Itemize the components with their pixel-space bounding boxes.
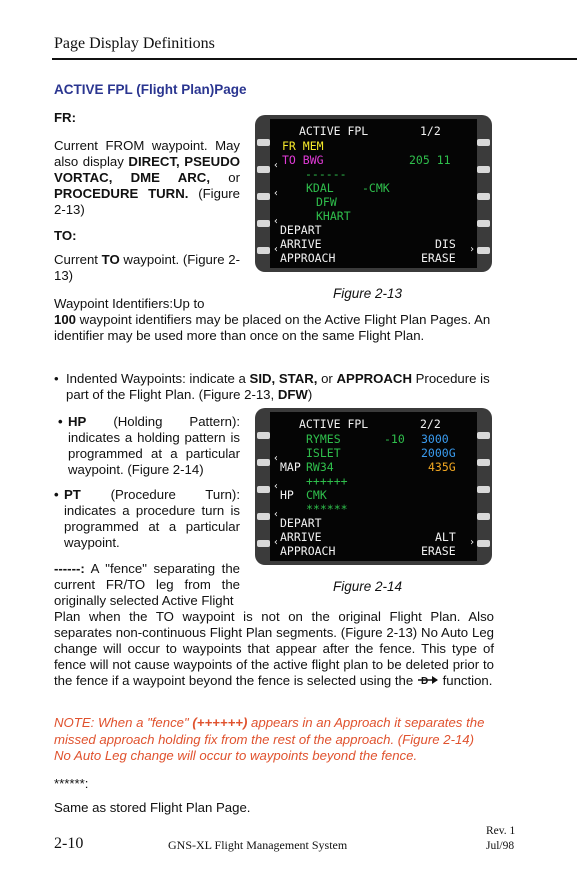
fr-description <box>54 138 240 218</box>
indented-t3: Procedure is part of the Flight Plan. (Figure 2-13, <box>66 371 490 402</box>
caret-left-icon: ‹ <box>273 481 280 492</box>
caret-left-icon: ‹ <box>273 216 280 227</box>
footer-page-number: 2-10 <box>54 835 84 852</box>
bullet: • <box>54 371 59 386</box>
fr-text-2: or <box>209 170 240 185</box>
to-text-1: Current <box>54 252 102 267</box>
stars-label: ******: <box>54 776 89 791</box>
line-select-key[interactable] <box>477 220 490 227</box>
pt-description <box>64 487 240 551</box>
line-select-key[interactable] <box>257 459 270 466</box>
identifiers-rest: waypoint identifiers may be placed on the Active Flight Plan Pages. An identifier may be used more than once on the same Flight Plan. <box>54 312 491 343</box>
waypoint: ISLET <box>306 446 341 460</box>
stars-line: ****** <box>306 502 348 516</box>
note-t1: NOTE: When a "fence" <box>54 715 189 730</box>
approach-label: APPROACH <box>280 251 336 265</box>
note-t2: appears in an Approach it separates the missed approach holding fix from the rest of the approach. (Figure 2-14) No Auto Leg change will occur to waypoints beyond the fence. <box>54 715 485 763</box>
fence-bold: ------: <box>54 561 85 576</box>
caret-left-icon: ‹ <box>273 537 280 548</box>
waypoint-offset: -10 <box>384 432 405 446</box>
line-select-key[interactable] <box>257 513 270 520</box>
hp-text: (Holding Pattern): indicates a holding pattern is programmed at a particular waypoint. (Figure 2-14) <box>68 414 240 477</box>
caret-right-icon: › <box>469 244 476 255</box>
identifiers-line1: Waypoint Identifiers:Up to <box>54 296 205 311</box>
fr-text-3: (Figure 2-13) <box>54 186 240 217</box>
line-select-key[interactable] <box>477 486 490 493</box>
to-description <box>54 252 240 284</box>
footer-revision <box>486 824 515 854</box>
arrive-label: ARRIVE <box>280 530 322 544</box>
erase-label: ERASE <box>421 251 456 265</box>
line-select-key[interactable] <box>477 139 490 146</box>
note-text <box>54 715 494 765</box>
altitude: 3000 <box>421 432 449 446</box>
svg-text:D: D <box>420 676 429 686</box>
indented-b2: APPROACH <box>336 371 412 386</box>
fence-description-2 <box>54 609 494 689</box>
fence-text-1: A "fence" separating the current FR/TO leg from the originally selected Active Flight <box>54 561 240 608</box>
fence-text-2: Plan when the TO waypoint is not on the original Flight Plan. Also separates non-continuous Flight Plan segments. (Figure 2-13) No Auto Leg change will occur to waypoints that appear after the fence. This type of fence will not cause waypoints of the active flight plan to be deleted prior to the fence if a waypoint beyond the fence is selected using the <box>54 609 494 688</box>
approach-label: APPROACH <box>280 544 336 558</box>
line-select-key[interactable] <box>257 139 270 146</box>
fr-bold-2: PROCEDURE TURN. <box>54 186 189 201</box>
arrive-label: ARRIVE <box>280 237 322 251</box>
line-select-key[interactable] <box>257 247 270 254</box>
waypoint: CMK <box>306 488 327 502</box>
line-select-key[interactable] <box>257 166 270 173</box>
alt-label: ALT <box>435 530 456 544</box>
waypoint: DFW <box>316 195 337 209</box>
depart-label: DEPART <box>280 223 322 237</box>
altitude: 435G <box>428 460 456 474</box>
waypoint: RW34 <box>306 460 334 474</box>
indented-text <box>66 371 494 403</box>
cdu-figure-2-14 <box>255 408 492 565</box>
waypoint: KHART <box>316 209 351 223</box>
footer-date: Jul/98 <box>486 840 515 852</box>
direct-to-icon <box>417 674 439 686</box>
map-label: MAP <box>280 460 301 474</box>
identifiers-body <box>54 312 494 344</box>
screen-title: ACTIVE FPL <box>299 417 369 431</box>
caret-left-icon: ‹ <box>273 509 280 520</box>
pt-bold: PT <box>64 487 81 502</box>
line-select-key[interactable] <box>477 193 490 200</box>
cdu-figure-2-13 <box>255 115 492 272</box>
hp-description <box>68 414 240 478</box>
footer-rev: Rev. 1 <box>486 825 516 837</box>
caret-left-icon: ‹ <box>273 160 280 171</box>
to-line: TO BWG <box>282 153 324 167</box>
cdu-screen <box>270 412 477 561</box>
waypoint: KDAL <box>306 181 334 195</box>
fr-heading: FR: <box>54 110 76 125</box>
line-select-key[interactable] <box>257 193 270 200</box>
line-select-key[interactable] <box>257 220 270 227</box>
altitude: 2000G <box>421 446 456 460</box>
footer-title: GNS-XL Flight Management System <box>168 838 348 852</box>
indented-t4: ) <box>307 387 313 402</box>
fr-line: FR MEM <box>282 139 324 153</box>
screen-title: ACTIVE FPL <box>299 124 369 138</box>
erase-label: ERASE <box>421 544 456 558</box>
line-select-key[interactable] <box>477 540 490 547</box>
depart-label: DEPART <box>280 516 322 530</box>
to-heading: TO: <box>54 228 77 243</box>
line-select-key[interactable] <box>477 513 490 520</box>
indented-t2: or <box>317 371 337 386</box>
indented-b1: SID, STAR, <box>249 371 318 386</box>
caret-left-icon: ‹ <box>273 244 280 255</box>
hp-bold: HP <box>68 414 87 429</box>
cdu-screen <box>270 119 477 268</box>
indented-t1: Indented Waypoints: indicate a <box>66 371 250 386</box>
to-bold-1: TO <box>101 252 120 267</box>
dis-label: DIS <box>435 237 456 251</box>
fence-line: ------ <box>305 167 347 181</box>
line-select-key[interactable] <box>257 540 270 547</box>
fence-line: ++++++ <box>306 474 348 488</box>
bullet: • <box>54 487 59 502</box>
note-bold: (++++++) <box>188 715 248 730</box>
header-rule <box>52 58 577 60</box>
caret-left-icon: ‹ <box>273 188 280 199</box>
line-select-key[interactable] <box>257 432 270 439</box>
stars-description: Same as stored Flight Plan Page. <box>54 800 251 815</box>
line-select-key[interactable] <box>477 459 490 466</box>
line-select-key[interactable] <box>477 432 490 439</box>
page-header-title: Page Display Definitions <box>54 35 215 52</box>
fr-text-1: Current FROM waypoint. May also display <box>54 138 240 169</box>
hp-label: HP <box>280 488 294 502</box>
bullet: • <box>58 414 63 429</box>
figure-caption: Figure 2-13 <box>333 286 403 301</box>
waypoint: RYMES <box>306 432 341 446</box>
fence-description-1 <box>54 561 240 609</box>
pt-text: (Procedure Turn): indicates a procedure turn is programmed at a particular waypoint. <box>64 487 240 550</box>
screen-page: 2/2 <box>420 417 441 431</box>
caret-right-icon: › <box>469 537 476 548</box>
to-line-right: 205 11 <box>409 153 451 167</box>
line-select-key[interactable] <box>257 486 270 493</box>
caret-left-icon: ‹ <box>273 453 280 464</box>
fence-text-3: function. <box>438 673 493 688</box>
line-select-key[interactable] <box>477 247 490 254</box>
screen-page: 1/2 <box>420 124 441 138</box>
figure-caption: Figure 2-14 <box>333 579 403 594</box>
line-select-key[interactable] <box>477 166 490 173</box>
waypoint-right: -CMK <box>362 181 390 195</box>
identifiers-bold: 100 <box>54 312 77 327</box>
fr-bold-1: DIRECT, PSEUDO VORTAC, DME ARC, <box>54 154 240 185</box>
indented-b3: DFW <box>277 387 308 402</box>
section-title: ACTIVE FPL (Flight Plan)Page <box>54 82 247 97</box>
to-text-2: waypoint. (Figure 2-13) <box>54 252 241 283</box>
